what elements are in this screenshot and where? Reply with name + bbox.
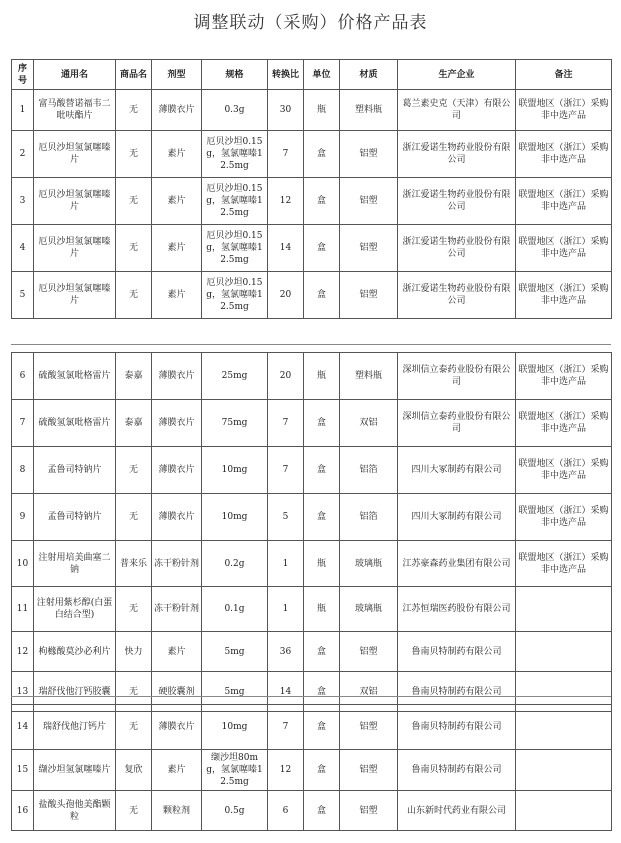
cell-brand-name: 无 <box>116 225 152 272</box>
cell-remark: 联盟地区（浙江）采购非中选产品 <box>516 90 612 131</box>
cell-dosage-form: 素片 <box>152 178 202 225</box>
page-break-divider <box>11 696 611 697</box>
cell-conversion-ratio: 7 <box>268 705 304 750</box>
cell-brand-name: 快力 <box>116 632 152 672</box>
cell-manufacturer: 浙江爱诺生物药业股份有限公司 <box>398 131 516 178</box>
table-row <box>12 494 612 541</box>
page-break-divider <box>11 344 611 345</box>
cell-conversion-ratio: 36 <box>268 632 304 672</box>
cell-index: 5 <box>12 272 34 319</box>
cell-conversion-ratio: 14 <box>268 672 304 712</box>
cell-unit: 盒 <box>304 494 340 541</box>
cell-specification: 厄贝沙坦0.15g，氢氯噻嗪12.5mg <box>202 131 268 178</box>
cell-generic-name: 富马酸替诺福韦二吡呋酯片 <box>34 90 116 131</box>
cell-dosage-form: 颗粒剂 <box>152 791 202 831</box>
cell-specification: 缬沙坦80mg，氢氯噻嗪12.5mg <box>202 750 268 791</box>
cell-specification: 0.3g <box>202 90 268 131</box>
cell-material: 玻璃瓶 <box>340 541 398 587</box>
cell-specification: 厄贝沙坦0.15g，氢氯噻嗪12.5mg <box>202 225 268 272</box>
cell-brand-name: 无 <box>116 672 152 712</box>
cell-manufacturer: 鲁南贝特制药有限公司 <box>398 632 516 672</box>
cell-remark: 联盟地区（浙江）采购非中选产品 <box>516 353 612 400</box>
cell-remark <box>516 791 612 831</box>
cell-dosage-form: 薄膜衣片 <box>152 494 202 541</box>
cell-index: 7 <box>12 400 34 447</box>
cell-material: 双铝 <box>340 672 398 712</box>
cell-unit: 瓶 <box>304 90 340 131</box>
cell-brand-name: 无 <box>116 791 152 831</box>
cell-specification: 10mg <box>202 705 268 750</box>
cell-specification: 0.5g <box>202 791 268 831</box>
cell-dosage-form: 素片 <box>152 632 202 672</box>
cell-generic-name: 孟鲁司特钠片 <box>34 494 116 541</box>
cell-material: 塑料瓶 <box>340 353 398 400</box>
cell-index: 8 <box>12 447 34 494</box>
cell-material: 铝塑 <box>340 178 398 225</box>
cell-material: 铝箔 <box>340 494 398 541</box>
cell-brand-name: 泰嘉 <box>116 353 152 400</box>
cell-dosage-form: 薄膜衣片 <box>152 90 202 131</box>
cell-remark: 联盟地区（浙江）采购非中选产品 <box>516 131 612 178</box>
cell-specification: 25mg <box>202 353 268 400</box>
cell-brand-name: 无 <box>116 178 152 225</box>
cell-index: 11 <box>12 587 34 632</box>
cell-dosage-form: 素片 <box>152 131 202 178</box>
cell-generic-name: 瑞舒伐他汀钙片 <box>34 705 116 750</box>
cell-material: 铝塑 <box>340 131 398 178</box>
cell-specification: 75mg <box>202 400 268 447</box>
cell-index: 1 <box>12 90 34 131</box>
cell-manufacturer: 浙江爱诺生物药业股份有限公司 <box>398 178 516 225</box>
cell-generic-name: 厄贝沙坦氢氯噻嗪片 <box>34 178 116 225</box>
cell-conversion-ratio: 5 <box>268 494 304 541</box>
cell-dosage-form: 冻干粉针剂 <box>152 587 202 632</box>
cell-index: 9 <box>12 494 34 541</box>
cell-generic-name: 厄贝沙坦氢氯噻嗪片 <box>34 272 116 319</box>
cell-brand-name: 无 <box>116 131 152 178</box>
column-header-conversion-ratio: 转换比 <box>268 60 304 90</box>
cell-generic-name: 盐酸头孢他美酯颗粒 <box>34 791 116 831</box>
cell-manufacturer: 深圳信立泰药业股份有限公司 <box>398 353 516 400</box>
cell-dosage-form: 硬胶囊剂 <box>152 672 202 712</box>
cell-manufacturer: 浙江爱诺生物药业股份有限公司 <box>398 272 516 319</box>
column-header-index: 序号 <box>12 60 34 90</box>
cell-specification: 0.2g <box>202 541 268 587</box>
cell-unit: 盒 <box>304 400 340 447</box>
cell-dosage-form: 素片 <box>152 272 202 319</box>
cell-generic-name: 厄贝沙坦氢氯噻嗪片 <box>34 225 116 272</box>
cell-index: 6 <box>12 353 34 400</box>
cell-conversion-ratio: 20 <box>268 353 304 400</box>
cell-unit: 盒 <box>304 705 340 750</box>
cell-unit: 盒 <box>304 178 340 225</box>
table-row <box>12 750 612 791</box>
cell-brand-name: 普来乐 <box>116 541 152 587</box>
cell-dosage-form: 冻干粉针剂 <box>152 541 202 587</box>
cell-generic-name: 硫酸氢氯吡格雷片 <box>34 400 116 447</box>
cell-dosage-form: 薄膜衣片 <box>152 705 202 750</box>
cell-index: 2 <box>12 131 34 178</box>
cell-index: 15 <box>12 750 34 791</box>
cell-manufacturer: 深圳信立泰药业股份有限公司 <box>398 400 516 447</box>
table-segment <box>11 352 612 712</box>
cell-generic-name: 瑞舒伐他汀钙胶囊 <box>34 672 116 712</box>
cell-manufacturer: 葛兰素史克（天津）有限公司 <box>398 90 516 131</box>
column-header-unit: 单位 <box>304 60 340 90</box>
cell-brand-name: 无 <box>116 90 152 131</box>
cell-specification: 厄贝沙坦0.15g，氢氯噻嗪12.5mg <box>202 272 268 319</box>
cell-unit: 盒 <box>304 672 340 712</box>
cell-unit: 盒 <box>304 632 340 672</box>
cell-remark: 联盟地区（浙江）采购非中选产品 <box>516 447 612 494</box>
cell-conversion-ratio: 12 <box>268 178 304 225</box>
cell-index: 14 <box>12 705 34 750</box>
cell-index: 13 <box>12 672 34 712</box>
cell-dosage-form: 薄膜衣片 <box>152 400 202 447</box>
cell-specification: 5mg <box>202 672 268 712</box>
cell-remark: 联盟地区（浙江）采购非中选产品 <box>516 225 612 272</box>
cell-remark <box>516 587 612 632</box>
cell-material: 铝塑 <box>340 791 398 831</box>
table-row <box>12 131 612 178</box>
table-row <box>12 400 612 447</box>
cell-brand-name: 无 <box>116 494 152 541</box>
cell-unit: 瓶 <box>304 541 340 587</box>
cell-brand-name: 泰嘉 <box>116 400 152 447</box>
cell-brand-name: 无 <box>116 447 152 494</box>
table-row <box>12 178 612 225</box>
cell-remark: 联盟地区（浙江）采购非中选产品 <box>516 400 612 447</box>
cell-index: 16 <box>12 791 34 831</box>
cell-index: 12 <box>12 632 34 672</box>
column-header-brand-name: 商品名 <box>116 60 152 90</box>
table-row <box>12 705 612 750</box>
cell-material: 铝塑 <box>340 225 398 272</box>
table-row <box>12 791 612 831</box>
cell-generic-name: 孟鲁司特钠片 <box>34 447 116 494</box>
cell-material: 玻璃瓶 <box>340 587 398 632</box>
cell-manufacturer: 鲁南贝特制药有限公司 <box>398 672 516 712</box>
cell-conversion-ratio: 6 <box>268 791 304 831</box>
cell-index: 4 <box>12 225 34 272</box>
cell-remark: 联盟地区（浙江）采购非中选产品 <box>516 272 612 319</box>
cell-dosage-form: 素片 <box>152 225 202 272</box>
cell-unit: 瓶 <box>304 353 340 400</box>
cell-remark: 联盟地区（浙江）采购非中选产品 <box>516 178 612 225</box>
cell-specification: 厄贝沙坦0.15g，氢氯噻嗪12.5mg <box>202 178 268 225</box>
cell-material: 铝箔 <box>340 447 398 494</box>
cell-conversion-ratio: 7 <box>268 400 304 447</box>
cell-manufacturer: 浙江爱诺生物药业股份有限公司 <box>398 225 516 272</box>
cell-dosage-form: 薄膜衣片 <box>152 447 202 494</box>
table-row <box>12 587 612 632</box>
cell-conversion-ratio: 30 <box>268 90 304 131</box>
cell-brand-name: 无 <box>116 587 152 632</box>
table-row <box>12 447 612 494</box>
cell-material: 铝塑 <box>340 705 398 750</box>
table-row <box>12 541 612 587</box>
cell-generic-name: 注射用紫杉醇(白蛋白结合型) <box>34 587 116 632</box>
cell-conversion-ratio: 12 <box>268 750 304 791</box>
cell-remark: 联盟地区（浙江）采购非中选产品 <box>516 494 612 541</box>
cell-manufacturer: 江苏豪森药业集团有限公司 <box>398 541 516 587</box>
cell-generic-name: 硫酸氢氯吡格雷片 <box>34 353 116 400</box>
table-row <box>12 632 612 672</box>
cell-unit: 盒 <box>304 750 340 791</box>
cell-generic-name: 枸橼酸莫沙必利片 <box>34 632 116 672</box>
cell-dosage-form: 薄膜衣片 <box>152 353 202 400</box>
cell-conversion-ratio: 7 <box>268 131 304 178</box>
page-title: 调整联动（采购）价格产品表 <box>193 13 428 33</box>
cell-conversion-ratio: 1 <box>268 541 304 587</box>
cell-remark <box>516 750 612 791</box>
cell-material: 铝塑 <box>340 632 398 672</box>
cell-unit: 盒 <box>304 447 340 494</box>
cell-manufacturer: 鲁南贝特制药有限公司 <box>398 750 516 791</box>
column-header-specification: 规格 <box>202 60 268 90</box>
cell-brand-name: 无 <box>116 705 152 750</box>
table-row <box>12 90 612 131</box>
cell-generic-name: 注射用培美曲塞二钠 <box>34 541 116 587</box>
cell-unit: 盒 <box>304 131 340 178</box>
cell-material: 双铝 <box>340 400 398 447</box>
cell-brand-name: 复欣 <box>116 750 152 791</box>
cell-specification: 5mg <box>202 632 268 672</box>
table-row <box>12 272 612 319</box>
column-header-remark: 备注 <box>516 60 612 90</box>
column-header-material: 材质 <box>340 60 398 90</box>
cell-manufacturer: 山东新时代药业有限公司 <box>398 791 516 831</box>
cell-material: 铝塑 <box>340 272 398 319</box>
cell-remark <box>516 705 612 750</box>
table-header-row <box>12 60 612 90</box>
cell-remark <box>516 632 612 672</box>
cell-dosage-form: 素片 <box>152 750 202 791</box>
cell-unit: 瓶 <box>304 587 340 632</box>
table-segment <box>11 704 612 831</box>
cell-generic-name: 厄贝沙坦氢氯噻嗪片 <box>34 131 116 178</box>
column-header-dosage-form: 剂型 <box>152 60 202 90</box>
cell-manufacturer: 江苏恒瑞医药股份有限公司 <box>398 587 516 632</box>
table-segment <box>11 59 612 319</box>
column-header-generic-name: 通用名 <box>34 60 116 90</box>
cell-manufacturer: 鲁南贝特制药有限公司 <box>398 705 516 750</box>
table-row <box>12 225 612 272</box>
cell-manufacturer: 四川大冢制药有限公司 <box>398 447 516 494</box>
cell-specification: 10mg <box>202 447 268 494</box>
cell-conversion-ratio: 20 <box>268 272 304 319</box>
cell-material: 塑料瓶 <box>340 90 398 131</box>
cell-index: 10 <box>12 541 34 587</box>
cell-specification: 10mg <box>202 494 268 541</box>
cell-conversion-ratio: 7 <box>268 447 304 494</box>
table-row <box>12 353 612 400</box>
cell-conversion-ratio: 14 <box>268 225 304 272</box>
cell-unit: 盒 <box>304 272 340 319</box>
cell-brand-name: 无 <box>116 272 152 319</box>
cell-material: 铝塑 <box>340 750 398 791</box>
cell-conversion-ratio: 1 <box>268 587 304 632</box>
cell-generic-name: 缬沙坦氢氯噻嗪片 <box>34 750 116 791</box>
cell-remark: 联盟地区（浙江）采购非中选产品 <box>516 541 612 587</box>
cell-specification: 0.1g <box>202 587 268 632</box>
column-header-manufacturer: 生产企业 <box>398 60 516 90</box>
cell-index: 3 <box>12 178 34 225</box>
cell-unit: 盒 <box>304 225 340 272</box>
cell-unit: 盒 <box>304 791 340 831</box>
cell-manufacturer: 四川大冢制药有限公司 <box>398 494 516 541</box>
